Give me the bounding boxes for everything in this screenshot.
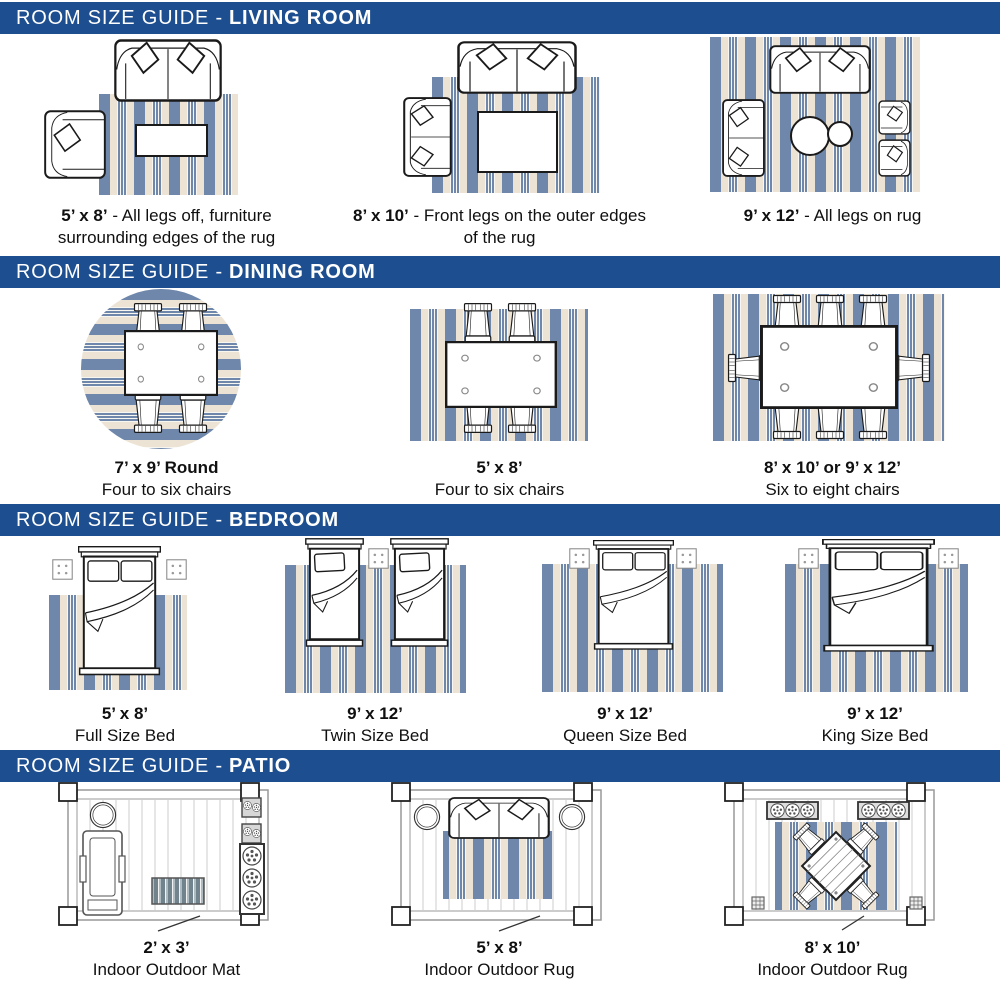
- round-side-table-icon: [827, 121, 853, 147]
- sofa-icon: [769, 45, 871, 94]
- round-table-icon: [414, 804, 439, 829]
- small-planter-icon: [242, 798, 261, 843]
- dining-table-icon: [124, 330, 218, 396]
- dining-table-icon: [760, 325, 898, 409]
- rug-size-label: 9’ x 12’: [743, 206, 800, 225]
- rug-description: - All legs off, furniture surrounding edges of the rug: [57, 206, 276, 248]
- full-bed-icon: [78, 546, 161, 678]
- caption-living-5x8: [0, 200, 333, 248]
- round-table-icon: [559, 804, 584, 829]
- caption-leader-line: [158, 916, 200, 931]
- rug-description: Twin Size Bed: [321, 726, 429, 746]
- dining-diagram-5x8: [333, 288, 666, 452]
- header-room-name: BEDROOM: [228, 508, 339, 531]
- dining-chair-icon: [178, 392, 208, 434]
- bedroom-diagram-twin: [250, 536, 500, 698]
- header-prefix: ROOM SIZE GUIDE -: [16, 6, 223, 29]
- rug-size-label: 9’ x 12’: [847, 704, 903, 723]
- header-room-name: LIVING ROOM: [228, 6, 373, 29]
- living-room-diagram-5x8: [0, 34, 333, 200]
- header-prefix: ROOM SIZE GUIDE -: [16, 260, 223, 283]
- caption-bedroom-queen: [500, 698, 750, 746]
- rug-description: Queen Size Bed: [563, 726, 687, 746]
- club-chair-icon: [878, 139, 911, 177]
- rug-size-label: 7’ x 9’ Round: [114, 458, 219, 477]
- section-living-room: [0, 2, 1000, 248]
- section-dining-room: [0, 256, 1000, 500]
- patio-diagram-2x3: [0, 782, 333, 932]
- caption-dining-8x10: [666, 452, 999, 500]
- nightstand-icon: [166, 559, 187, 580]
- living-room-diagram-9x12: [666, 34, 999, 200]
- caption-bedroom-twin: [250, 698, 500, 746]
- rug-description: Indoor Outdoor Mat: [92, 960, 241, 980]
- section-bedroom: [0, 504, 1000, 746]
- rug-description: - All legs on rug: [804, 206, 922, 225]
- caption-living-8x10: [333, 200, 666, 248]
- dining-room-header: [0, 256, 1000, 288]
- king-bed-icon: [822, 539, 935, 654]
- planter-box-icon: [767, 802, 909, 819]
- nightstand-icon: [798, 548, 819, 569]
- lounge-chair-icon: [80, 831, 125, 915]
- rug-size-label: 5’ x 8’: [101, 704, 149, 723]
- rug-description: Four to six chairs: [434, 480, 565, 500]
- patio-deck-drawing: [0, 782, 333, 932]
- outdoor-mat-2x3: [152, 878, 204, 904]
- header-prefix: ROOM SIZE GUIDE -: [16, 754, 223, 777]
- living-room-diagram-8x10: [333, 34, 666, 200]
- caption-patio-8x10: [666, 932, 999, 978]
- dining-table-icon: [445, 341, 557, 408]
- nightstand-icon: [368, 548, 389, 569]
- nightstand-icon: [676, 548, 697, 569]
- caption-patio-5x8: [333, 932, 666, 978]
- bedroom-diagram-queen: [500, 536, 750, 698]
- bedroom-diagram-full: [0, 536, 250, 698]
- dining-chair-icon: [507, 302, 537, 344]
- rug-size-label: 5’ x 8’: [61, 206, 108, 225]
- patio-header: [0, 750, 1000, 782]
- bedroom-header: [0, 504, 1000, 536]
- loveseat-icon: [403, 97, 452, 177]
- nightstand-icon: [569, 548, 590, 569]
- caption-bedroom-king: [750, 698, 1000, 746]
- patio-diagram-5x8: [333, 782, 666, 932]
- coffee-table-icon: [135, 124, 208, 157]
- rug-size-label: 9’ x 12’: [347, 704, 403, 723]
- rug-size-label: 5’ x 8’: [476, 938, 523, 957]
- living-room-header: [0, 2, 1000, 34]
- nightstand-icon: [938, 548, 959, 569]
- rug-description: Indoor Outdoor Rug: [757, 960, 908, 980]
- outdoor-rug-5x8: [443, 831, 552, 899]
- bedroom-diagram-king: [750, 536, 1000, 698]
- sofa-icon: [457, 41, 577, 94]
- patio-deck-drawing: [333, 782, 666, 932]
- rug-size-label: 8’ x 10’: [353, 206, 409, 225]
- planter-box-icon: [240, 844, 264, 914]
- dining-diagram-7x9-round: [0, 288, 333, 452]
- patio-diagram-8x10: [666, 782, 999, 932]
- loveseat-icon: [722, 99, 765, 177]
- header-room-name: DINING ROOM: [228, 260, 376, 283]
- header-room-name: PATIO: [228, 754, 292, 777]
- caption-patio-2x3: [0, 932, 333, 978]
- caption-leader-line: [842, 916, 864, 930]
- sofa-icon: [114, 39, 222, 102]
- patio-deck-drawing: [666, 782, 999, 932]
- caption-dining-round: [0, 452, 333, 500]
- rug-size-label: 8’ x 10’ or 9’ x 12’: [763, 458, 902, 477]
- round-coffee-table-icon: [790, 116, 830, 156]
- dining-diagram-8x10: [666, 288, 999, 452]
- armchair-icon: [44, 110, 106, 179]
- queen-bed-icon: [593, 540, 674, 652]
- dining-chair-icon: [463, 302, 493, 344]
- caption-dining-5x8: [333, 452, 666, 500]
- rug-description: Six to eight chairs: [765, 480, 900, 500]
- round-table-icon: [90, 802, 115, 827]
- rug-description: King Size Bed: [821, 726, 929, 746]
- twin-bed-icon: [390, 538, 449, 647]
- section-patio: [0, 750, 1000, 978]
- caption-bedroom-full: [0, 698, 250, 746]
- rug-size-label: 8’ x 10’: [804, 938, 861, 957]
- rug-size-label: 5’ x 8’: [476, 458, 523, 477]
- nightstand-icon: [52, 559, 73, 580]
- club-chair-icon: [878, 100, 911, 135]
- rug-description: Indoor Outdoor Rug: [424, 960, 575, 980]
- caption-living-9x12: [666, 200, 999, 248]
- rug-size-label: 2’ x 3’: [143, 938, 190, 957]
- rug-size-label: 9’ x 12’: [597, 704, 653, 723]
- dining-chair-icon: [133, 392, 163, 434]
- twin-bed-icon: [305, 538, 364, 647]
- rug-description: Full Size Bed: [74, 726, 176, 746]
- caption-leader-line: [499, 916, 540, 931]
- header-prefix: ROOM SIZE GUIDE -: [16, 508, 223, 531]
- rug-description: Four to six chairs: [101, 480, 232, 500]
- coffee-table-icon: [477, 111, 558, 173]
- outdoor-sofa-icon: [449, 798, 548, 838]
- rug-description: - Front legs on the outer edges of the rug: [413, 206, 646, 248]
